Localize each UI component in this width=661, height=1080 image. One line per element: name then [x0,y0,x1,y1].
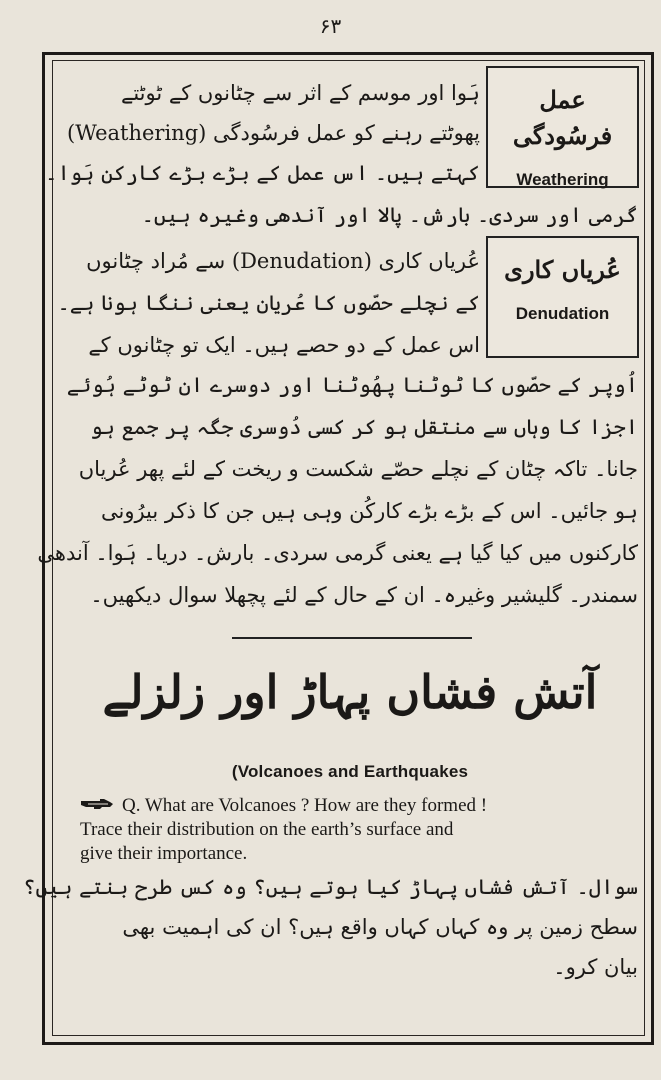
question-english-text: Q. What are Volcanoes ? How are they formed ! [122,795,488,816]
pointing-hand-icon [80,796,114,818]
sidebar-term-english: Weathering [516,170,609,189]
body-line: ہَوا اور موسم کے اثر سے چٹانوں کے ٹوٹتے [121,81,480,105]
sidebar-term-urdu: عمل فرسُودگی [512,85,613,150]
sidebar-box-weathering [486,66,639,188]
body-line: کارکنوں میں کیا گیا ہے یعنی گرمی سردی۔ بارش۔ دریا۔ ہَوا۔ آندھی [37,541,638,565]
sidebar-term-urdu: عُریاں کاری [504,255,621,284]
body-line: سمندر۔ گلیشیر وغیرہ۔ ان کے حال کے لئے پچھلا سوال دیکھیں۔ [90,583,638,607]
question-urdu-line: سوال۔ آتش فشاں پہاڑ کیا ہوتے ہیں؟ وہ کس طرح بنتے ہیں؟ [23,875,638,899]
question-english-line [80,795,632,818]
body-line: عُریاں کاری (Denudation) سے مُراد چٹانوں [86,249,480,273]
body-line: اجزا کا وہاں سے منتقل ہو کر کسی دُوسری جگہ پر جمع ہو [90,415,638,439]
body-line: پھوٹتے رہنے کو عمل فرسُودگی (Weathering) [67,121,480,145]
section-heading-english: (Volcanoes and Earthquakes [231,762,469,781]
body-line: کے نچلے حصّوں کا عُریان یعنی ننگا ہونا ہے۔ [57,291,480,315]
body-line: جانا۔ تاکہ چٹان کے نچلے حصّے شکست و ریخت کے لئے پھر عُریاں [78,457,638,481]
sidebar-box-denudation [486,236,639,358]
body-line: اُوپر کے حصّوں کا ٹوٹنا پھُوٹنا اور دوسرے ان ٹوٹے ہُوئے [66,373,638,397]
page-number: ۶۳ [319,14,342,38]
body-line: ہو جائیں۔ اس کے بڑے بڑے کارکُن وہی ہیں جن کا ذکر بیرُونی [100,499,638,523]
sidebar-term-english: Denudation [515,304,610,323]
question-urdu-line: بیان کرو۔ [553,955,638,979]
body-line: گرمی اور سردی۔ بارش۔ پالا اور آندھی وغیرہ ہیں۔ [141,203,638,227]
body-line: اس عمل کے دو حصے ہیں۔ ایک تو چٹانوں کے [88,333,480,357]
question-urdu-line: سطح زمین پر وہ کہاں کہاں واقع ہیں؟ ان کی اہمیت بھی [122,915,638,939]
section-heading-urdu: آتش فشاں پہاڑ اور زلزلے [102,665,598,719]
question-english-line: Trace their distribution on the earth’s surface and [80,819,454,840]
section-divider [232,637,472,639]
question-english-line: give their importance. [80,843,248,864]
body-line: کہتے ہیں۔ اس عمل کے بڑے بڑے کارکن ہَوا۔ [45,161,480,185]
